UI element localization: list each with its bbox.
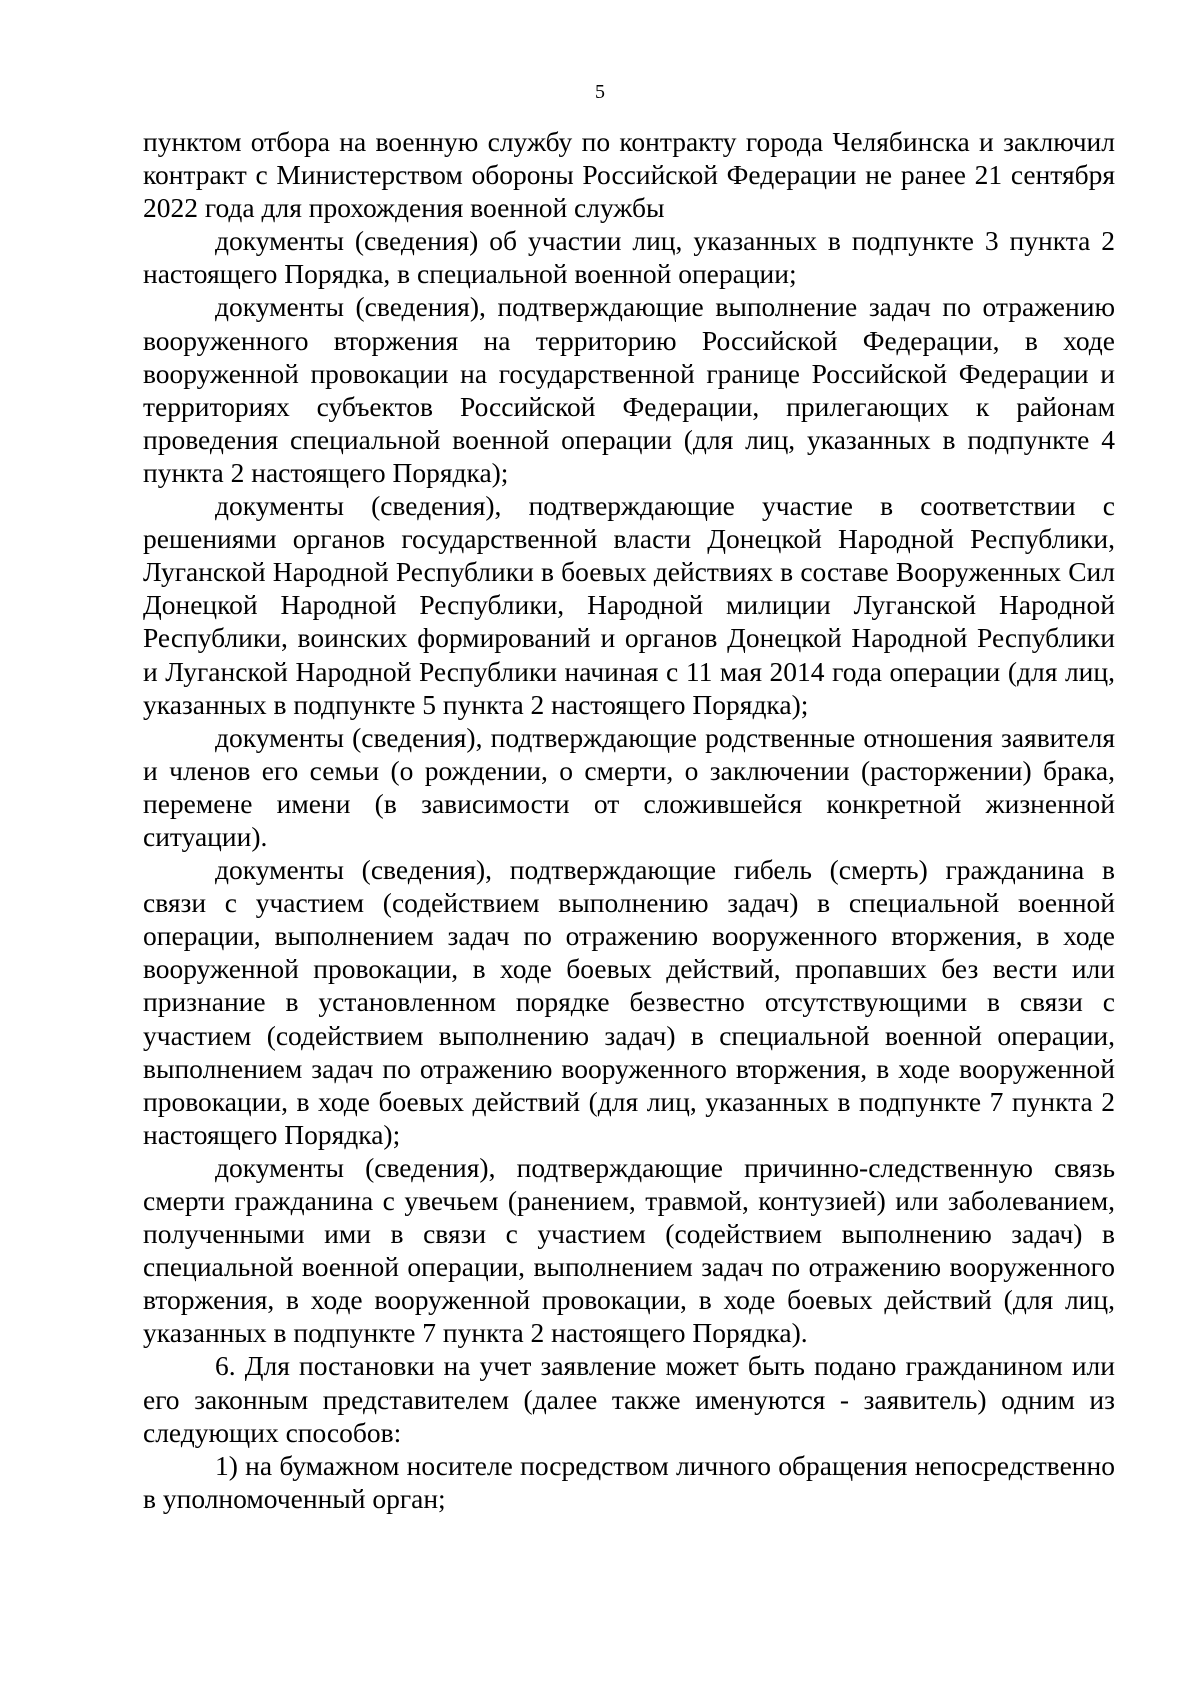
page-number: 5 — [595, 81, 605, 103]
paragraph-dnr-lnr-docs: документы (сведения), подтверждающие участие в соответствии с решениями органов государственной власти Донецкой Народной Республики, Луганской Народной Республики в боевых действиях в составе Вооруженных Сил Донецкой Народной Республики, Народной милиции Луганской Народной Республики, воинских формирований и органов Донецкой Народной Республики и Луганской Народной Республики начиная с 11 мая 2014 года операции (для лиц, указанных в подпункте 5 пункта 2 настоящего Порядка); — [143, 490, 1115, 720]
document-body — [143, 125, 1115, 1515]
paragraph-section-6: 6. Для постановки на учет заявление может быть подано гражданином или его законным представителем (далее также именуются - заявитель) одним из следующих способов: — [143, 1350, 1115, 1448]
paragraph-causation-docs: документы (сведения), подтверждающие причинно-следственную связь смерти гражданина с увечьем (ранением, травмой, контузией) или заболеванием, полученными ими в связи с участием (содействием выполнению задач) в специальной военной операции, выполнением задач по отражению вооруженного вторжения, в ходе вооруженной провокации, в ходе боевых действий (для лиц, указанных в подпункте 7 пункта 2 настоящего Порядка). — [143, 1151, 1115, 1349]
paragraph-continuation: пунктом отбора на военную службу по контракту города Челябинска и заключил контракт с Министерством обороны Российской Федерации не ранее 21 сентября 2022 года для прохождения военной службы — [143, 126, 1115, 224]
paragraph-death-docs: документы (сведения), подтверждающие гибель (смерть) гражданина в связи с участием (содействием выполнению задач) в специальной военной операции, выполнением задач по отражению вооруженного вторжения, в ходе вооруженной провокации, в ходе боевых действий, пропавших без вести или признание в установленном порядке безвестно отсутствующими в связи с участием (содействием выполнению задач) в специальной военной операции, выполнением задач по отражению вооруженного вторжения, в ходе вооруженной провокации, в ходе боевых действий (для лиц, указанных в подпункте 7 пункта 2 настоящего Порядка); — [143, 854, 1115, 1150]
paragraph-participation-docs: документы (сведения) об участии лиц, указанных в подпункте 3 пункта 2 настоящего Порядка, в специальной военной операции; — [143, 225, 1115, 290]
paragraph-method-1: 1) на бумажном носителе посредством личного обращения непосредственно в уполномоченный орган; — [143, 1449, 1115, 1514]
paragraph-family-docs: документы (сведения), подтверждающие родственные отношения заявителя и членов его семьи (о рождении, о смерти, о заключении (расторжении) брака, перемене имени (в зависимости от сложившейся конкретной жизненной ситуации). — [143, 721, 1115, 852]
paragraph-invasion-docs: документы (сведения), подтверждающие выполнение задач по отражению вооруженного вторжения на территорию Российской Федерации, в ходе вооруженной провокации на государственной границе Российской Федерации и территориях субъектов Российской Федерации, прилегающих к районам проведения специальной военной операции (для лиц, указанных в подпункте 4 пункта 2 настоящего Порядка); — [143, 291, 1115, 488]
